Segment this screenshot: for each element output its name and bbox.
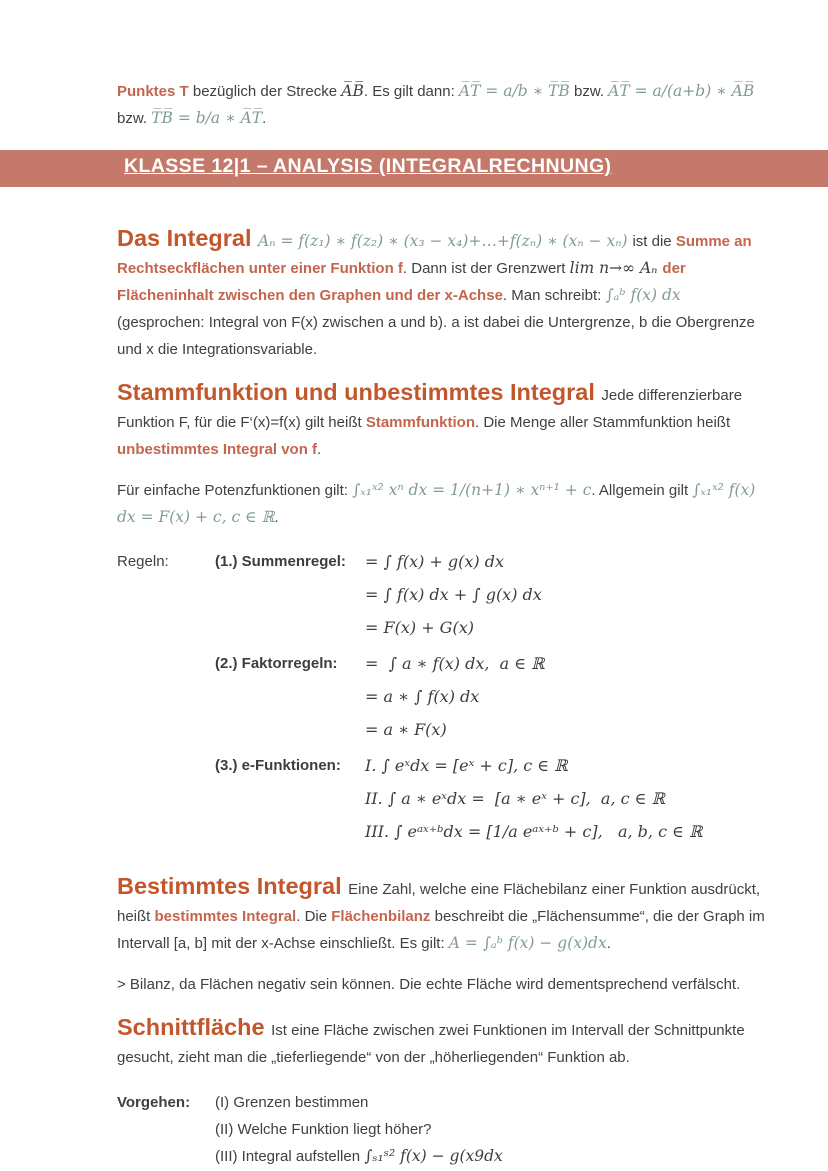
text-run: beschreibt die „Flächensumme“, die der Graph im Intervall [a, b] mit der x-Achse einschließt. Es gilt: bbox=[117, 908, 765, 952]
text-run: . Es gilt dann: bbox=[363, 83, 459, 100]
text-run: A̅T̅ = a/(a+b) ∗ A̅B̅ bbox=[608, 82, 755, 100]
text-run: (III) Integral aufstellen bbox=[215, 1148, 365, 1165]
rule-equation: = a ∗ F(x) bbox=[365, 720, 447, 739]
intro-block bbox=[0, 0, 828, 132]
vorgehen-steps bbox=[215, 1089, 765, 1170]
text-run: Ist eine Fläche zwischen zwei Funktionen im Intervall der Schnittpunkte gesucht, zieht man die „tieferliegende“ von der „höherliegenden“ Funktion ab. bbox=[117, 1022, 745, 1066]
potenz-paragraph bbox=[117, 477, 765, 531]
text-run: A̅B̅ bbox=[341, 82, 364, 100]
text-run: Das Integral bbox=[117, 225, 259, 251]
rule-equation: = a ∗ ∫ f(x) dx bbox=[365, 687, 480, 706]
rule-name: (3.) e-Funktionen: bbox=[215, 757, 341, 774]
text-run: . Die bbox=[296, 908, 332, 925]
bilanz-note: > Bilanz, da Flächen negativ sein können. Die echte Fläche wird dementsprechend verfälscht. bbox=[117, 976, 741, 993]
text-run: . bbox=[262, 110, 267, 127]
rule-equation: I. ∫ eˣdx = [eˣ + c], c ∈ ℝ bbox=[365, 756, 568, 775]
rule-e-funktionen bbox=[215, 749, 765, 848]
vorgehen-step-3 bbox=[215, 1143, 765, 1170]
vorgehen-block bbox=[117, 1089, 765, 1170]
text-run: . Die Menge aller Stammfunktion heißt bbox=[475, 414, 731, 431]
text-run: Stammfunktion bbox=[365, 414, 475, 431]
text-run: Schnittfläche bbox=[117, 1014, 272, 1040]
text-run: Summe an Rechtseckflächen unter einer Funktion f bbox=[117, 233, 752, 277]
text-run: ist die bbox=[632, 233, 676, 250]
rule-equations bbox=[365, 647, 765, 746]
text-run: A̅T̅ = a/b ∗ T̅B̅ bbox=[458, 82, 570, 100]
rule-equation: III. ∫ eᵃˣ⁺ᵇdx = [1/a eᵃˣ⁺ᵇ + c], a, b, c ∈ ℝ bbox=[365, 822, 703, 841]
rule-equation: = ∫ f(x) + g(x) dx bbox=[365, 552, 505, 571]
rule-faktorregeln bbox=[215, 647, 765, 746]
text-run: Jede differenzierbare Funktion F, für die F‘(x)=f(x) gilt heißt bbox=[117, 387, 743, 431]
rule-name: (1.) Summenregel: bbox=[215, 553, 346, 570]
text-run: bestimmtes Integral bbox=[154, 908, 297, 925]
text-run: . Dann ist der Grenzwert bbox=[402, 260, 570, 277]
text-run: bezüglich der Strecke bbox=[188, 83, 342, 100]
text-run: Aₙ = f(z₁) ∗ f(z₂) ∗ (x₃ − x₄)+…+f(zₙ) ∗ (xₙ − xₙ) bbox=[258, 232, 633, 250]
vorgehen-step-2: (II) Welche Funktion liegt höher? bbox=[215, 1121, 432, 1138]
text-run: Für einfache Potenzfunktionen gilt: bbox=[117, 482, 353, 499]
rule-equations bbox=[365, 545, 765, 644]
rule-name: (2.) Faktorregeln: bbox=[215, 655, 338, 672]
rule-equation: = ∫ a ∗ f(x) dx, a ∈ ℝ bbox=[365, 654, 545, 673]
bestimmtes-integral-paragraph bbox=[117, 871, 765, 957]
rules-list bbox=[215, 545, 765, 851]
text-run: Eine Zahl, welche eine Flächebilanz einer Funktion ausdrückt, heißt bbox=[117, 881, 761, 925]
das-integral-paragraph bbox=[117, 223, 765, 363]
regeln-label: Regeln: bbox=[117, 553, 169, 570]
text-run: ∫ₓ₁ˣ² xⁿ dx = 1/(n+1) ∗ xⁿ⁺¹ + c bbox=[352, 481, 592, 499]
rule-equations bbox=[365, 749, 765, 848]
rule-equation: = ∫ f(x) dx + ∫ g(x) dx bbox=[365, 585, 542, 604]
vorgehen-label: Vorgehen: bbox=[117, 1094, 191, 1111]
text-run: ∫ₐᵇ f(x) dx bbox=[605, 286, 681, 304]
text-run: . bbox=[317, 441, 322, 458]
text-run: T̅B̅ = b/a ∗ A̅T̅ bbox=[151, 109, 263, 127]
text-run: Flächenbilanz bbox=[331, 908, 431, 925]
vorgehen-step-1: (I) Grenzen bestimmen bbox=[215, 1094, 369, 1111]
text-run: Bestimmtes Integral bbox=[117, 873, 349, 899]
text-run: (gesprochen: Integral von F(x) zwischen a und b). a ist dabei die Untergrenze, b die Obergrenze und x die Integrationsvariable. bbox=[117, 314, 755, 358]
rule-equation: II. ∫ a ∗ eˣdx = [a ∗ eˣ + c], a, c ∈ ℝ bbox=[365, 789, 665, 808]
schnittflaeche-paragraph bbox=[117, 1012, 765, 1071]
rule-equation: = F(x) + G(x) bbox=[365, 618, 474, 637]
regeln-block bbox=[117, 545, 765, 851]
text-run: . Allgemein gilt bbox=[591, 482, 693, 499]
section-banner bbox=[0, 150, 828, 187]
text-run: A = ∫ₐᵇ f(x) − g(x)dx bbox=[448, 934, 607, 952]
text-run: Stammfunktion und unbestimmtes Integral bbox=[117, 379, 602, 405]
text-run: . Man schreibt: bbox=[502, 287, 606, 304]
banner-title: KLASSE 12|1 – ANALYSIS (INTEGRALRECHNUNG) bbox=[124, 155, 612, 177]
text-run: lim n→∞ Aₙ bbox=[569, 259, 663, 277]
text-run: . bbox=[274, 509, 279, 526]
text-run: . bbox=[606, 935, 611, 952]
text-run: Punktes T bbox=[117, 83, 189, 100]
stammfunktion-paragraph bbox=[117, 377, 765, 463]
text-run: ∫ₓ₁ˣ² f(x) dx = F(x) + c, c ∈ ℝ bbox=[117, 481, 756, 526]
text-run: bzw. bbox=[117, 110, 152, 127]
rule-summenregel bbox=[215, 545, 765, 644]
main-content bbox=[0, 223, 828, 1170]
text-run: unbestimmtes Integral von f bbox=[117, 441, 318, 458]
text-run: ∫ₛ₁ˢ² f(x) − g(x9dx bbox=[364, 1147, 503, 1165]
text-run: bzw. bbox=[569, 83, 609, 100]
text-run: der Flächeninhalt zwischen den Graphen und der x-Achse bbox=[117, 260, 686, 304]
intro-paragraph bbox=[117, 78, 765, 132]
